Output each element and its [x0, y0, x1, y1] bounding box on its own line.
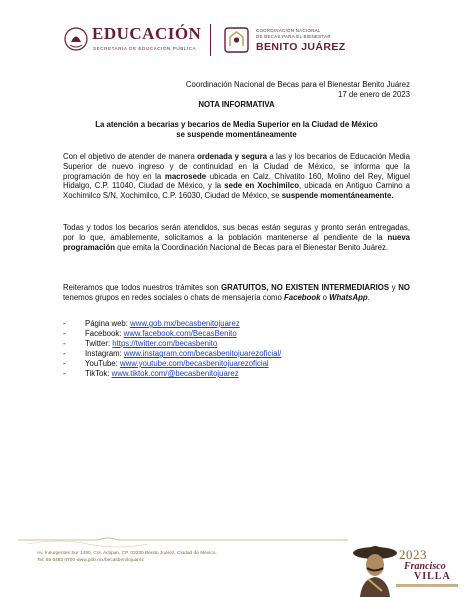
p1-text: a las y los becarios de Educación Media Superior de nuevo ingreso y de continuidad en la Ciudad de México, se informa que la programación de hoy en la: [63, 152, 410, 181]
p3-facebook: Facebook: [284, 292, 321, 302]
p1-bold-macrosede: macrosede: [164, 171, 207, 181]
p3-bold-gratuitos: GRATUITOS, NO EXISTEN INTERMEDIARIOS: [221, 283, 390, 292]
link-label: Twitter:: [85, 339, 113, 348]
issuer-line: Coordinación Nacional de Becas para el Bienestar Benito Juárez: [185, 80, 410, 89]
becas-logo-title: BENITO JUÁREZ: [256, 41, 346, 53]
youtube-link[interactable]: www.youtube.com/becasbenitojuarezoficial: [119, 359, 269, 368]
sep-logo-subtitle: SECRETARÍA DE EDUCACIÓN PÚBLICA: [93, 46, 197, 51]
link-item-web: [63, 319, 410, 329]
list-dash: -: [63, 349, 66, 358]
villa-name-first: Francisco: [404, 561, 446, 572]
subject-line-2: se suspende momentáneamente: [176, 129, 297, 139]
footer-address: Av. Insurgentes Sur 1480, Col. Actipan, CP. 03230 Benito Juárez, Ciudad de México.: [37, 551, 217, 556]
link-item-facebook: [63, 329, 410, 339]
becas-logo-line1: COORDINACIÓN NACIONAL: [256, 28, 321, 33]
becas-benito-juarez-logo-icon: [223, 26, 250, 54]
link-label: TikTok:: [85, 369, 112, 378]
p1-bold-suspende: suspende momentáneamente.: [281, 191, 394, 201]
link-label: Facebook:: [85, 329, 124, 338]
villa-caption-bar: [396, 584, 458, 587]
link-item-instagram: [63, 349, 410, 359]
p1-bold-sede-xochimilco: sede en Xochimilco: [224, 181, 299, 191]
link-label: Instagram:: [85, 349, 124, 358]
sep-logo-title: EDUCACIÓN: [92, 24, 202, 43]
twitter-link[interactable]: https://twitter.com/becasbenito: [112, 339, 218, 348]
subject-line-1: La atención a becarias y becarios de Media Superior en la Ciudad de México: [95, 120, 378, 129]
link-label: YouTube:: [85, 359, 120, 368]
list-dash: -: [63, 359, 66, 368]
villa-year: 2023: [399, 547, 427, 562]
p1-text: Con el objetivo de atender de manera: [63, 152, 198, 161]
footer-ornament-icon: [18, 534, 348, 550]
p3-text: tenemos grupos en redes sociales o chats de mensajería como: [63, 292, 285, 302]
link-item-tiktok: [63, 369, 410, 379]
p3-text: y: [389, 283, 399, 292]
tiktok-link[interactable]: www.tiktok.com/@becasbenitojuarez: [111, 369, 239, 378]
p1-bold-ordenada: ordenada y segura: [197, 152, 267, 161]
header-divider: [210, 24, 211, 56]
p1-text: , ubicada en Antiguo Camino a Xochimilco S/N, Xochimilco, C.P. 16030, Ciudad de México, se: [63, 181, 410, 201]
link-label: Página web:: [85, 319, 131, 328]
p1-text: ubicada en Calz. Chivatito 160, Molino del Rey, Miguel Hidalgo, C.P. 11040, Ciudad de México, y la: [63, 171, 410, 191]
instagram-link[interactable]: www.instagram.com/becasbenitojuarezoficial/: [124, 349, 282, 358]
paragraph-free-procedures: [63, 283, 410, 303]
footer-contact: Tel: 55 5482 0700 www.gob.mx/becasbenitojuarez: [37, 558, 144, 563]
list-dash: -: [63, 369, 66, 378]
web-link[interactable]: www.gob.mx/becasbenitojuarez: [130, 319, 240, 328]
document-date: 17 de enero de 2023: [338, 90, 410, 99]
paragraph-reassurance: [63, 223, 410, 252]
letterhead: [58, 20, 438, 60]
p3-text: .: [367, 292, 370, 302]
p3-bold-no: NO: [398, 283, 410, 292]
link-item-twitter: [63, 339, 410, 349]
p2-text: Todas y todos los becarios serán atendidos, sus becas están seguras y pronto serán entregadas, por lo que, amablemente, solicitamos a la población mantenerse al pendiente de la: [63, 223, 410, 242]
p3-whatsapp: WhatsApp: [329, 292, 368, 302]
list-dash: -: [63, 339, 66, 348]
p3-text: Reiteramos que todos nuestros trámites son: [63, 283, 222, 292]
document-subject: [63, 120, 410, 139]
official-links-list: [63, 319, 410, 379]
paragraph-suspension: [63, 152, 410, 201]
mexico-coat-of-arms-icon: [64, 25, 88, 53]
list-dash: -: [63, 319, 66, 328]
p3-text: o: [320, 292, 330, 302]
becas-logo-line2: DE BECAS PARA EL BIENESTAR: [256, 34, 331, 39]
p2-text: que emita la Coordinación Nacional de Becas para el Bienestar Benito Juárez.: [115, 242, 389, 252]
villa-name-last: VILLA: [414, 571, 451, 582]
document-heading: NOTA INFORMATIVA: [198, 100, 275, 109]
list-dash: -: [63, 329, 66, 338]
facebook-link[interactable]: www.facebook.com/BecasBenito: [123, 329, 237, 338]
p2-bold-nueva-programacion: nueva programación: [63, 232, 410, 252]
francisco-villa-portrait-icon: [350, 539, 400, 597]
link-item-youtube: [63, 359, 410, 369]
